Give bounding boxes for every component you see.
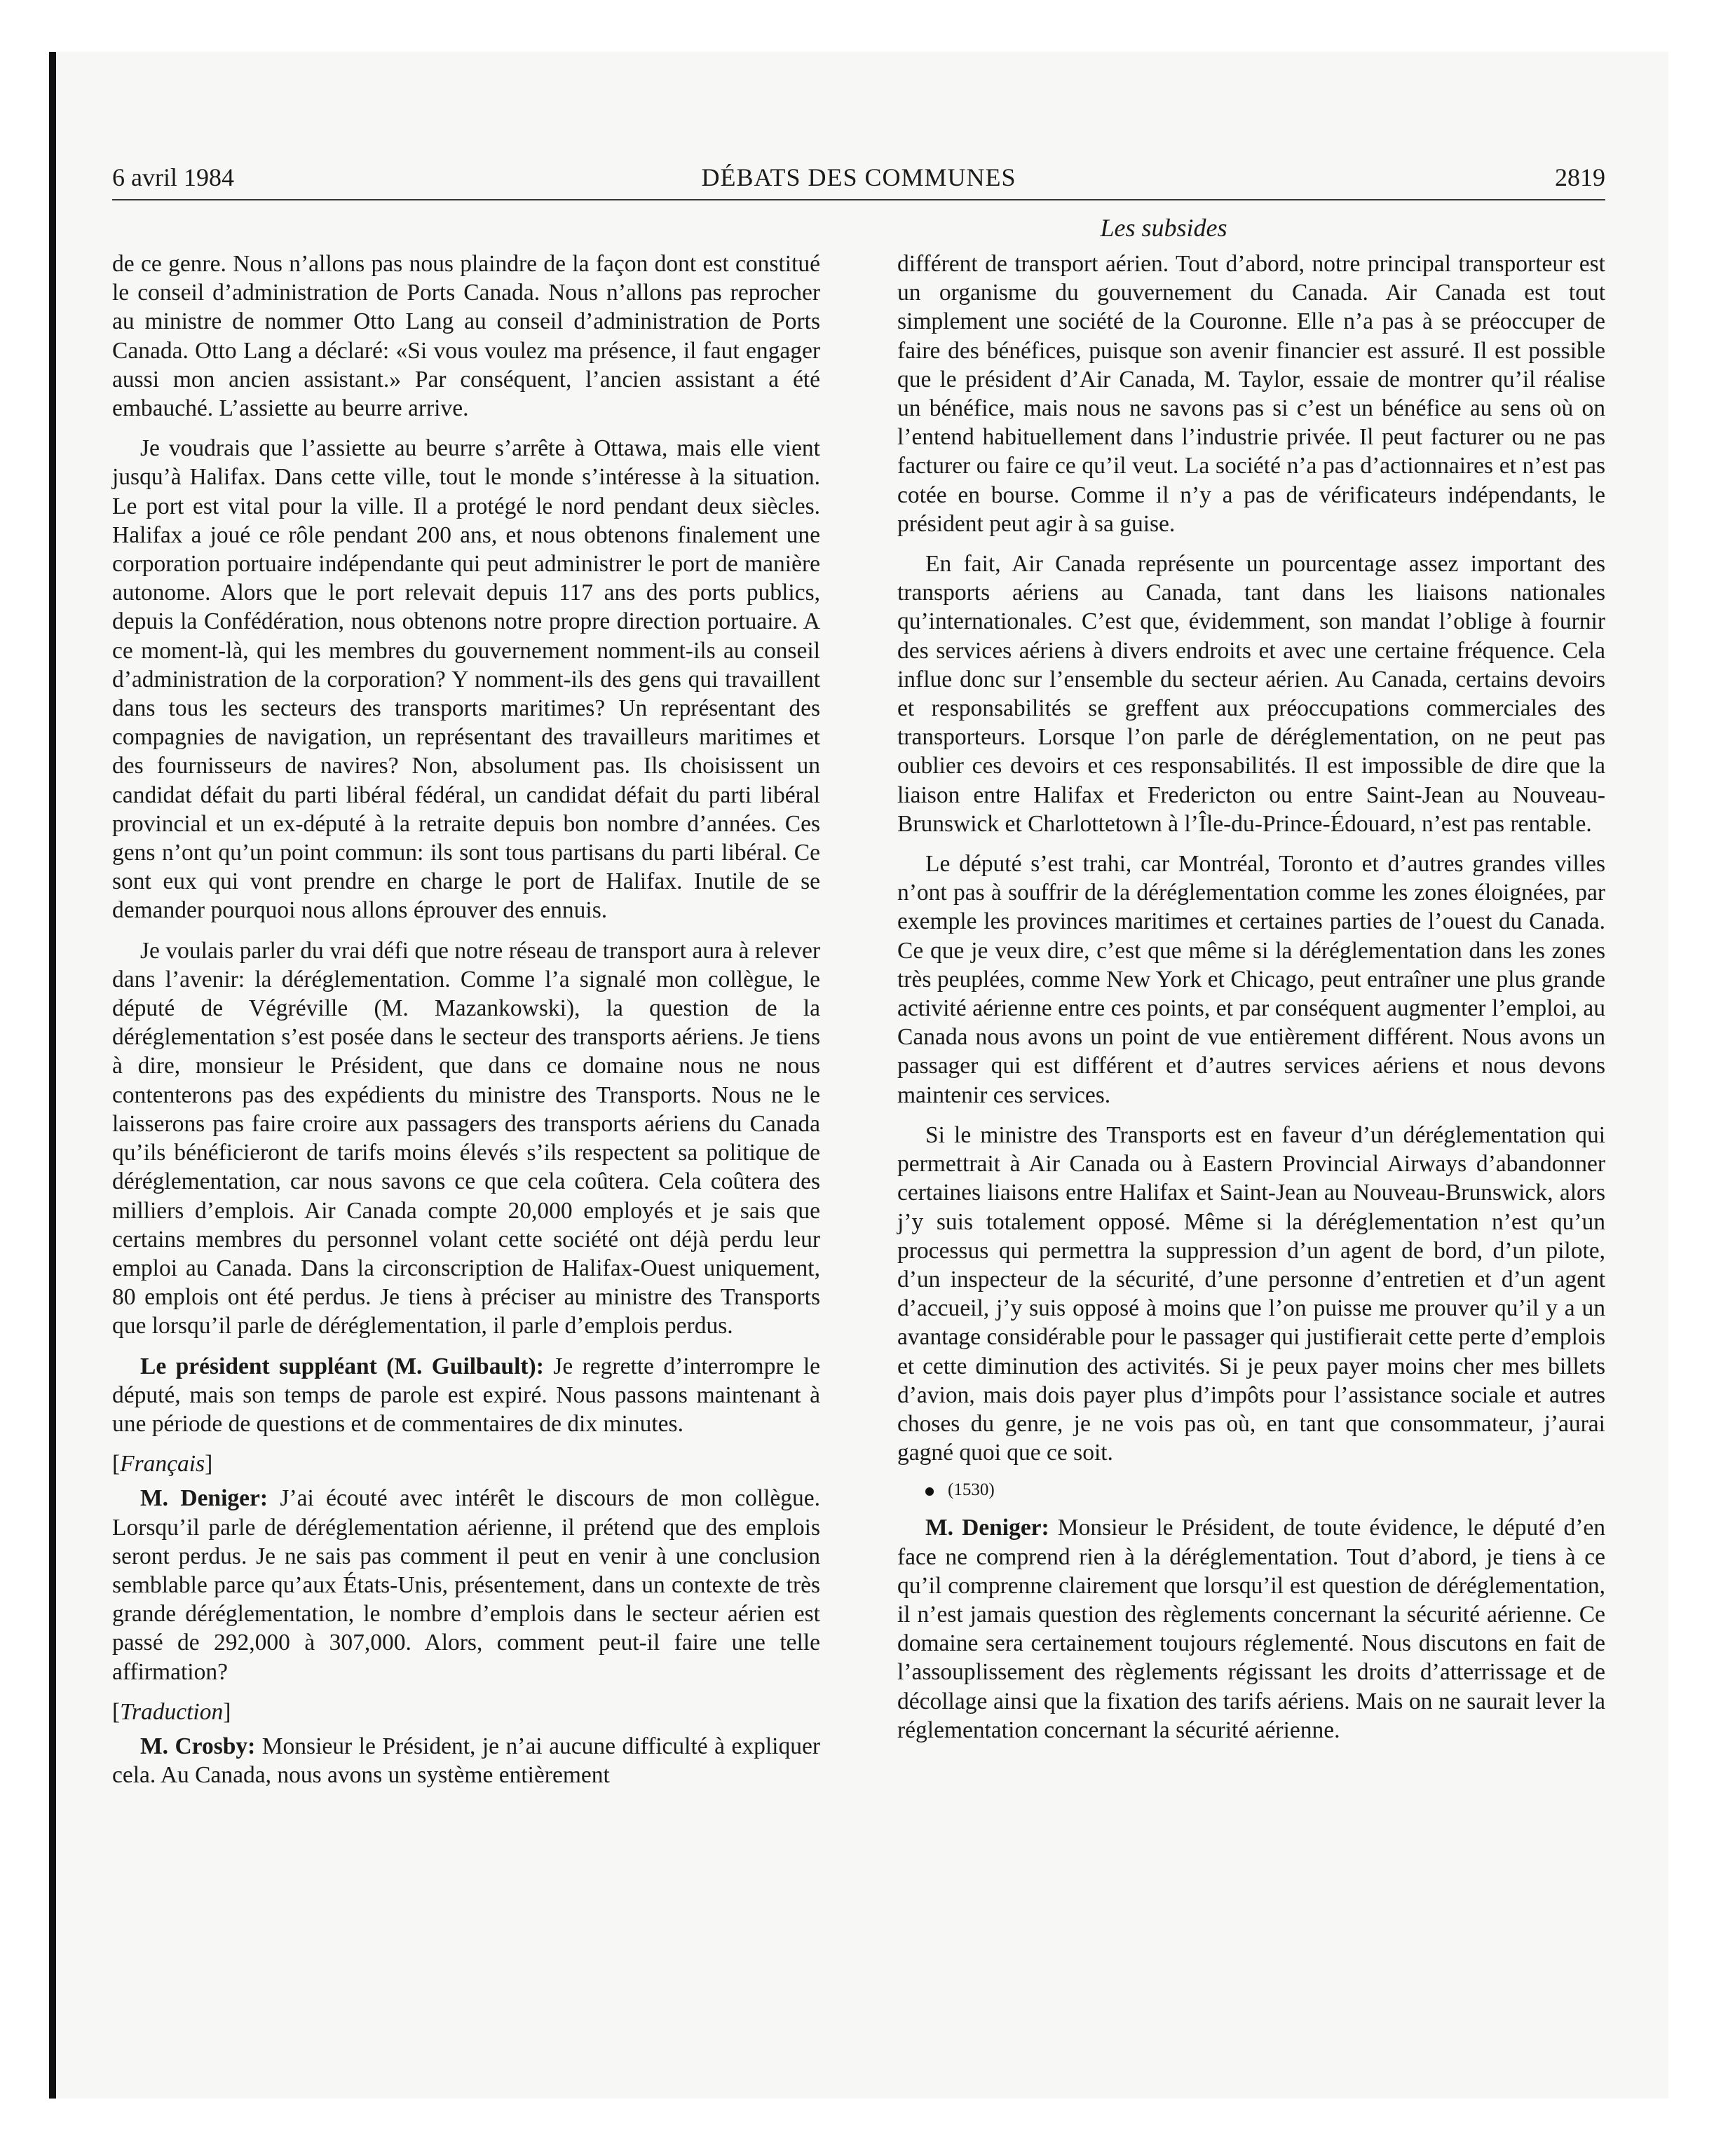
- paragraph: différent de transport aérien. Tout d’abord, notre principal transporteur est un organisme du gouvernement du Canada. Air Canada est tout simplement une société de la Couronne. Elle n’a pas à se préoccuper de faire des bénéfices, puisque son avenir financier est assuré. Il est possible que le président d’Air Canada, M. Taylor, essaie de montrer qu’il réalise un bénéfice, mais nous ne savons pas si c’est un bénéfice au sens où on l’entend habituellement dans l’industrie privée. Il peut facturer ou ne pas facturer ou faire ce qu’il veut. La société n’a pas d’actionnaires et n’est pas cotée en bourse. Comme il n’y a pas de vérificateurs indépendants, le président peut agir à sa guise.: [897, 251, 1605, 537]
- time-marker-label: (1530): [948, 1480, 995, 1500]
- speech-text: J’ai écouté avec intérêt le discours de mon collègue. Lorsqu’il parle de déréglementation aérienne, il prétend que des emplois seront perdus. Je ne sais pas comment il peut en venir à une conclusion semblable parce qu’aux États-Unis, présentement, dans un contexte de très grande déréglementation, le nombre d’emplois dans le secteur aérien est passé de 292,000 à 307,000. Alors, comment peut-il faire une telle affirmation?: [112, 1485, 821, 1685]
- page-header: [112, 160, 1605, 195]
- paragraph: [112, 1732, 820, 1789]
- paragraph: Je voulais parler du vrai défi que notre réseau de transport aura à relever dans l’avenir: la déréglementation. Comme l’a signalé mon collègue, le député de Végréville (M. Mazankowski), la question de la déréglementation s’est posée dans le secteur des transports aériens. Je tiens à dire, monsieur le Président, que dans ce domaine nous ne nous contenterons pas des expédients du ministre des Transports. Nous ne le laisserons pas faire croire aux passagers des transports aériens du Canada qu’ils bénéficieront de tarifs moins élevés s’ils respectent sa politique de déréglementation, car nous savons ce que cela coûtera. Cela coûtera des milliers d’emplois. Air Canada compte 20,000 employés et je sais que certains membres du personnel volant cette société ont déjà perdu leur emploi au Canada. Dans la circonscription de Halifax-Ouest uniquement, 80 emplois ont été perdus. Je tiens à préciser au ministre des Transports que lorsqu’il parle de déréglementation, il parle d’emplois perdus.: [112, 937, 820, 1339]
- section-title: Les subsides: [1100, 214, 1227, 242]
- paragraph: Si le ministre des Transports est en faveur d’un déréglementation qui permettrait à Air Canada ou à Eastern Provincial Airways d’abandonner certaines liaisons entre Halifax et Saint-Jean au Nouveau-Brunswick, alors j’y suis totalement opposé. Même si la déréglementation n’est qu’un processus qui permettra la suppression d’un agent de bord, d’un pilote, d’un inspecteur de la sécurité, d’une personne d’entretien et d’un agent d’accueil, j’y suis opposé à moins que l’on puisse me prouver qu’il y a un avantage considérable pour le passager qui justifierait cette perte d’emplois et cette diminution des activités. Si je peux payer moins cher mes billets d’avion, mais dois payer plus d’impôts pour l’assistance sociale et autres choses du genre, je ne vois pas où, en tant que consommateur, j’aurai gagné quoi que ce soit.: [897, 1121, 1605, 1466]
- speaker-name: M. Crosby:: [140, 1733, 256, 1759]
- header-title: DÉBATS DES COMMUNES: [701, 163, 1016, 191]
- scan-margin: [0, 0, 1735, 55]
- paragraph: [897, 1513, 1605, 1745]
- language-tag-label: Français: [120, 1451, 205, 1478]
- paragraph: En fait, Air Canada représente un pourcentage assez important des transports aériens au Canada, tant dans les liaisons nationales qu’internationales. C’est que, évidemment, son mandat l’oblige à fournir des services aériens à divers endroits et avec une certaine fréquence. Cela influe donc sur l’ensemble du secteur aérien. Au Canada, certains devoirs et responsabilités se greffent aux préoccupations commerciales des transporteurs. Lorsque l’on parle de déréglementation, on ne peut pas oublier ces devoirs et ces responsabilités. Il est impossible de dire que la liaison entre Halifax et Fredericton ou entre Saint-Jean au Nouveau-Brunswick et Charlottetown à l’Île-du-Prince-Édouard, n’est pas rentable.: [897, 551, 1605, 837]
- header-page-number: 2819: [1555, 163, 1605, 191]
- speech-text: Monsieur le Président, de toute évidence, le député d’en face ne comprend rien à la déréglementation. Tout d’abord, je tiens à ce qu’il comprenne clairement que lorsqu’il est question de déréglementation, il n’est jamais question des règlements concernant la sécurité aérienne. Ce domaine sera certainement toujours réglementé. Nous discutons en fait de l’assouplissement des règlements régissant les droits d’atterrissage et de décollage ainsi que la fixation des tarifs aériens. Mais on ne saurait lever la réglementation concernant la sécurité aérienne.: [897, 1515, 1606, 1743]
- speaker-name: M. Deniger:: [925, 1515, 1049, 1541]
- paragraph: [112, 1484, 820, 1686]
- time-marker: [897, 1478, 1605, 1502]
- right-column: [897, 250, 1605, 1756]
- speaker-name: M. Deniger:: [140, 1485, 268, 1512]
- speaker-name: Le président suppléant: [140, 1353, 377, 1379]
- left-column: [112, 250, 820, 1801]
- speech-text: Je regrette d’interrompre le député, mais son temps de parole est expiré. Nous passons maintenant à une période de questions et de commentaires de dix minutes.: [112, 1353, 821, 1437]
- language-tag-label: Traduction: [120, 1698, 224, 1725]
- paragraph: de ce genre. Nous n’allons pas nous plaindre de la façon dont est constitué le conseil d’administration de Ports Canada. Nous n’allons pas reprocher au ministre de nommer Otto Lang au conseil d’administration de Ports Canada. Otto Lang a déclaré: «Si vous voulez ma présence, il faut engager aussi mon ancien assistant.» Par conséquent, l’ancien assistant a été embauché. L’assiette au beurre arrive.: [112, 251, 820, 422]
- language-tag: [Traduction]: [112, 1698, 231, 1725]
- scan-binding-edge: [49, 52, 56, 2099]
- speaker-name: (M. Guilbault):: [386, 1353, 544, 1379]
- paragraph: Le député s’est trahi, car Montréal, Toronto et d’autres grandes villes n’ont pas à souffrir de la déréglementation comme les zones éloignées, par exemple les provinces maritimes et certaines parties de l’ouest du Canada. Ce que je veux dire, c’est que même si la déréglementation dans les zones très peuplées, comme New York et Chicago, peut entraîner une plus grande activité aérienne entre ces points, et par conséquent augmenter l’emploi, au Canada nous avons un point de vue entièrement différent. Nous avons un passager qui est différent et d’autres services aériens et nous devons maintenir ces services.: [897, 851, 1605, 1108]
- header-date: 6 avril 1984: [112, 163, 234, 191]
- paragraph: [112, 1352, 820, 1439]
- bullet-icon: [925, 1487, 934, 1496]
- speech-text: Monsieur le Président, je n’ai aucune difficulté à expliquer cela. Au Canada, nous avons un système entièrement: [112, 1733, 820, 1789]
- language-tag: [Français]: [112, 1451, 213, 1478]
- header-rule: [112, 199, 1605, 200]
- paragraph: Je voudrais que l’assiette au beurre s’arrête à Ottawa, mais elle vient jusqu’à Halifax. Dans cette ville, tout le monde s’intéresse à la situation. Le port est vital pour la ville. Il a protégé le nord pendant deux siècles. Halifax a joué ce rôle pendant 200 ans, et nous obtenons finalement une corporation portuaire indépendante qui peut administrer le port de manière autonome. Alors que le port relevait depuis 117 ans des ports publics, depuis la Confédération, nous obtenons notre propre direction portuaire. A ce moment-là, qui les membres du gouvernement nomment-ils au conseil d’administration de la corporation? Y nomment-ils des gens qui travaillent dans tous les secteurs des transports maritimes? Un représentant des compagnies de navigation, un représentant des travailleurs maritimes et des fournisseurs de navires? Non, absolument pas. Ils choisissent un candidat défait du parti libéral fédéral, un candidat défait du parti libéral provincial et un ex-député à la retraite depuis bon nombre d’années. Ces gens n’ont qu’un point commun: ils sont tous partisans du parti libéral. Ce sont eux qui vont prendre en charge le port de Halifax. Inutile de se demander pourquoi nous allons éprouver des ennuis.: [112, 435, 820, 924]
